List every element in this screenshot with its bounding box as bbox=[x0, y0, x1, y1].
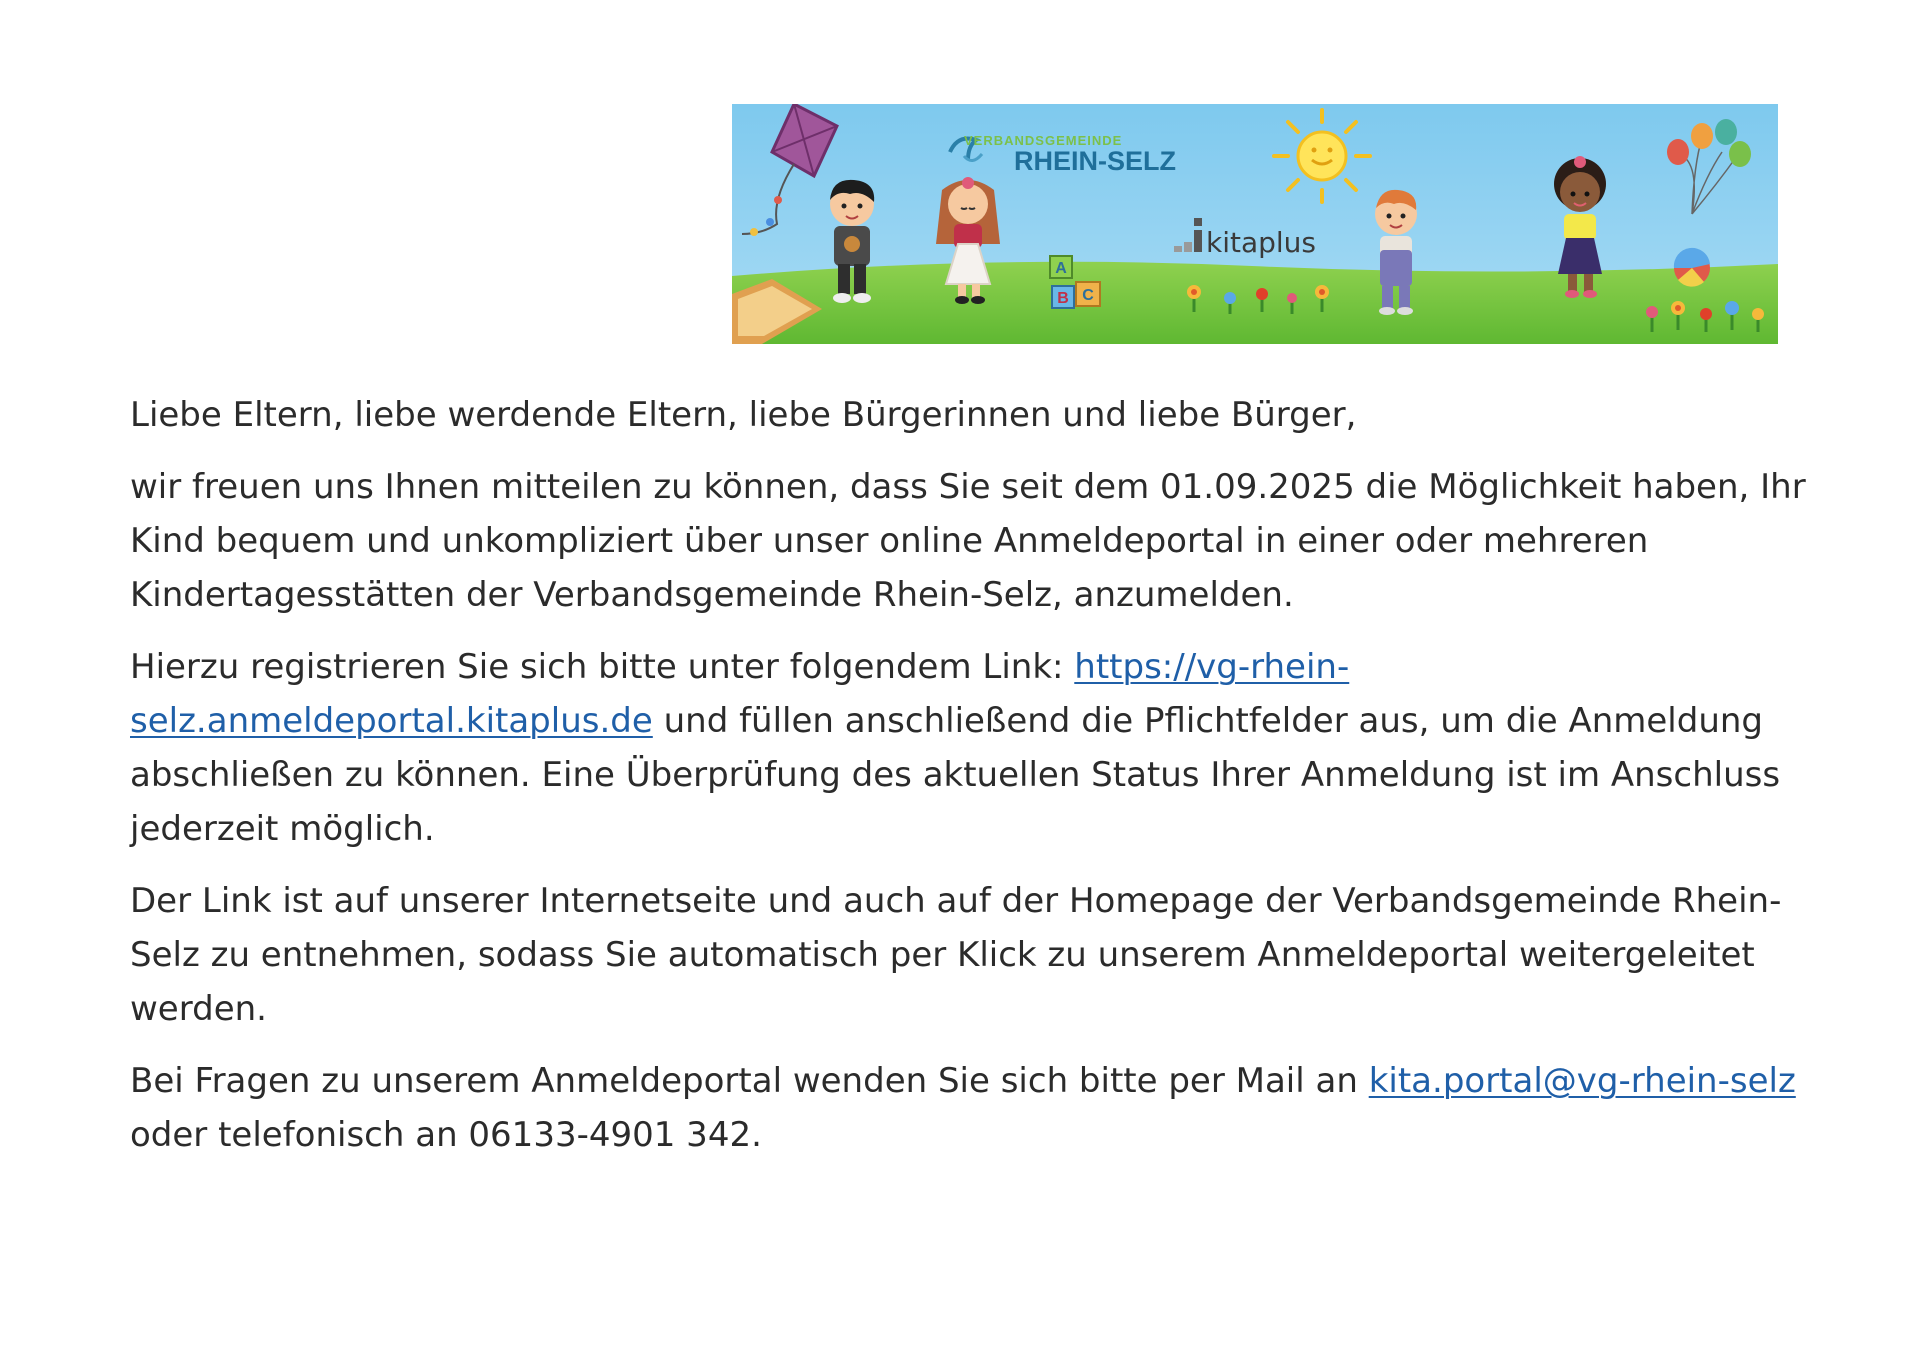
contact-text-before: Bei Fragen zu unserem Anmeldeportal wenden Sie sich bitte per Mail an bbox=[130, 1061, 1369, 1101]
block-b-label: B bbox=[1057, 290, 1069, 307]
paragraph-registration bbox=[130, 640, 1830, 856]
grass bbox=[732, 262, 1778, 344]
logo-line2: RHEIN-SELZ bbox=[1014, 146, 1176, 176]
contact-text-after: oder telefonisch an 06133-4901 342. bbox=[130, 1115, 762, 1155]
registration-text-after: und füllen anschließend die Pflichtfelder aus, um die Anmeldung abschließen zu können. Eine Überprüfung des aktuellen Status Ihrer Anmeldung ist im Anschluss jederzeit möglich. bbox=[130, 701, 1781, 849]
portal-link[interactable]: https://vg-rhein-selz.anmeldeportal.kitaplus.de bbox=[130, 647, 1350, 741]
email-link[interactable]: kita.portal@vg-rhein-selz bbox=[1368, 1061, 1796, 1101]
paragraph-contact bbox=[130, 1054, 1830, 1162]
logo-line1: VERBANDSGEMEINDE bbox=[964, 133, 1123, 148]
paragraph-link-info: Der Link ist auf unserer Internetseite und auch auf der Homepage der Verbandsgemeinde Rhein-Selz zu entnehmen, sodass Sie automatisch per Klick zu unserem Anmeldeportal weitergeleitet werden. bbox=[130, 881, 1782, 1029]
sun-icon bbox=[1274, 110, 1370, 202]
kitaplus-wordmark: kitaplus bbox=[1206, 226, 1317, 259]
ball-icon bbox=[1674, 248, 1710, 287]
block-a-label: A bbox=[1055, 260, 1067, 277]
block-c-label: C bbox=[1082, 287, 1094, 304]
girl-figure bbox=[936, 177, 1000, 304]
greeting: Liebe Eltern, liebe werdende Eltern, liebe Bürgerinnen und liebe Bürger, bbox=[130, 395, 1357, 435]
kitaplus-banner bbox=[732, 104, 1778, 344]
registration-text-before: Hierzu registrieren Sie sich bitte unter folgendem Link: bbox=[130, 647, 1075, 687]
letter-body bbox=[130, 388, 1830, 1180]
paragraph-intro: wir freuen uns Ihnen mitteilen zu können, dass Sie seit dem 01.09.2025 die Möglichkeit haben, Ihr Kind bequem und unkompliziert über unser online Anmeldeportal in einer oder mehreren Kindertagesstätten der Verbandsgemeinde Rhein-Selz, anzumelden. bbox=[130, 467, 1806, 615]
